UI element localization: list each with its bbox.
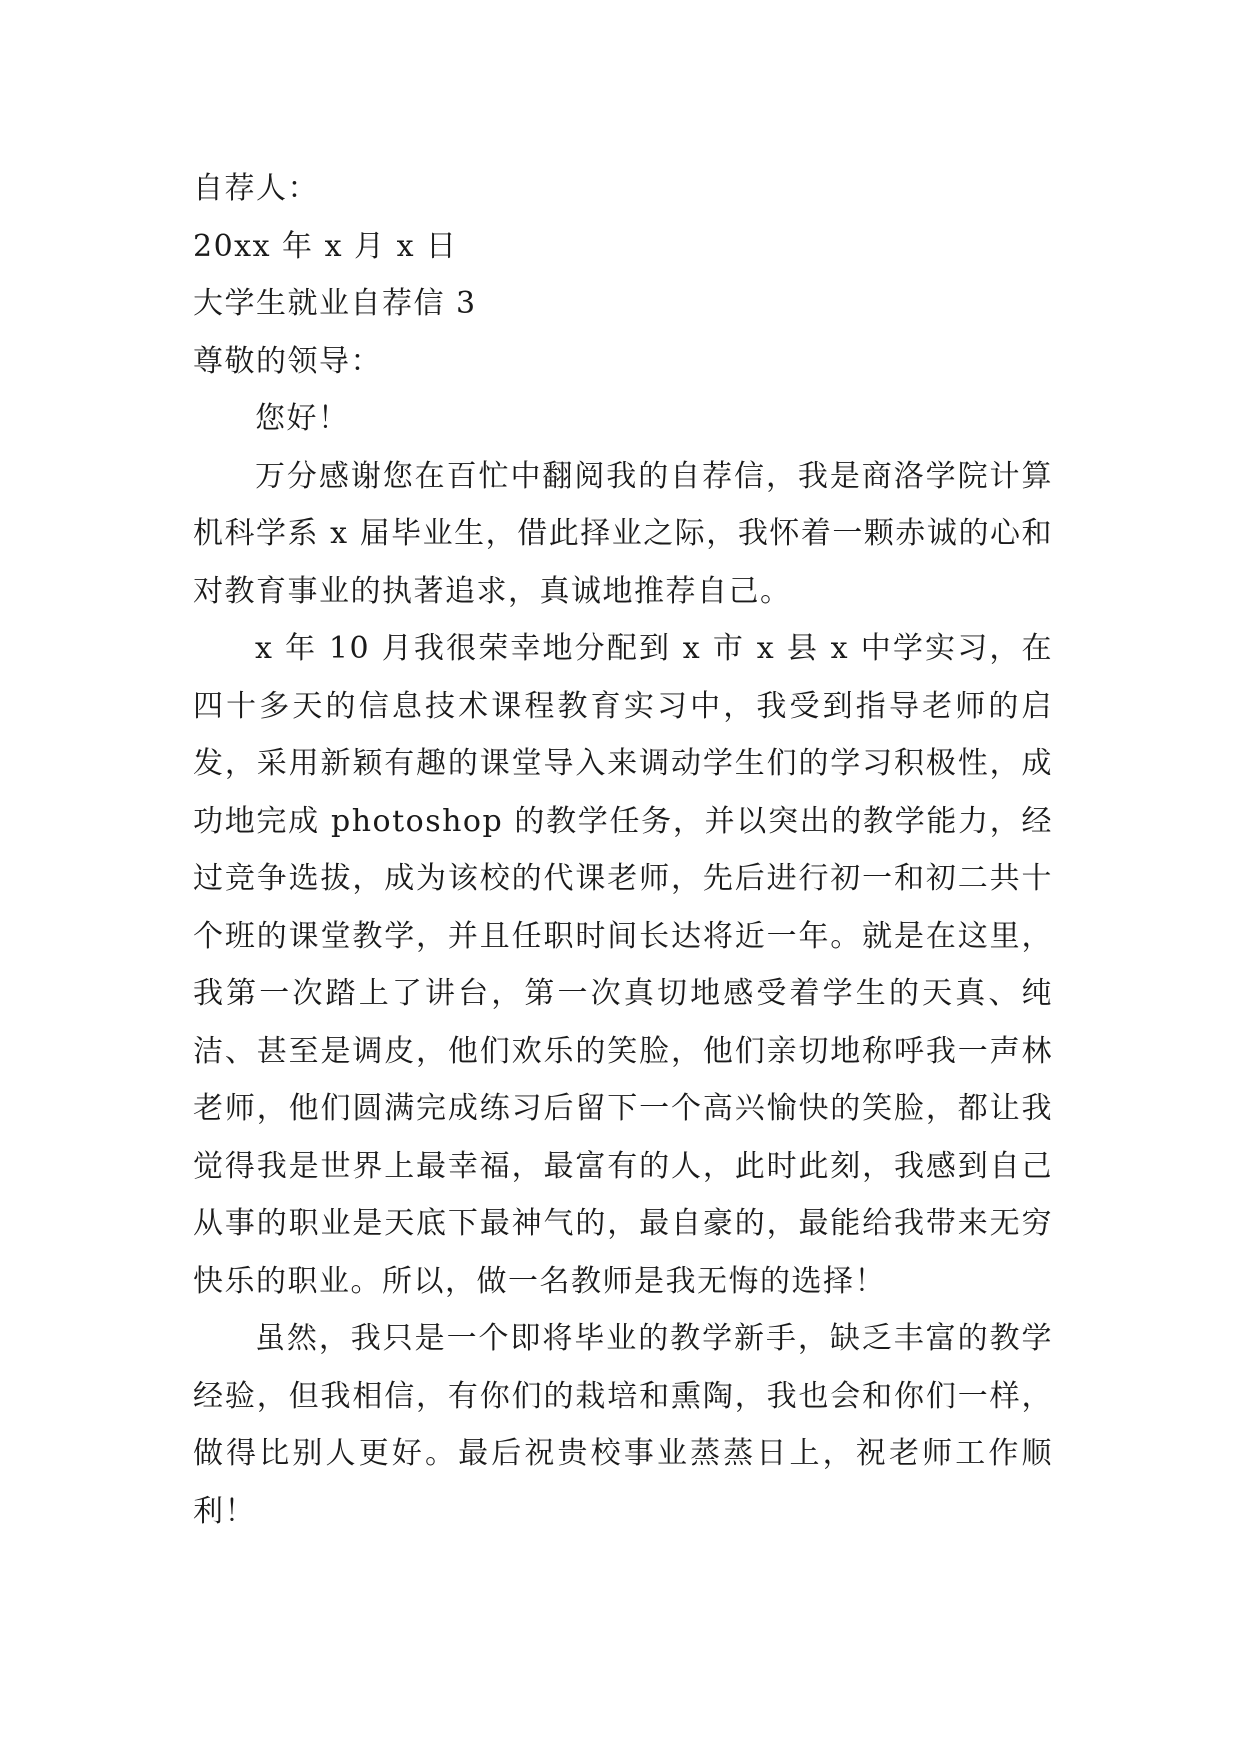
paragraph-intro: 万分感谢您在百忙中翻阅我的自荐信，我是商洛学院计算机科学系 x 届毕业生，借此择业之际，我怀着一颗赤诚的心和对教育事业的执著追求，真诚地推荐自己。 bbox=[193, 458, 1053, 609]
recommender-label: 自荐人： bbox=[193, 171, 319, 206]
paragraph-closing: 虽然，我只是一个即将毕业的教学新手，缺乏丰富的教学经验，但我相信，有你们的栽培和熏陶，我也会和你们一样，做得比别人更好。最后祝贵校事业蒸蒸日上，祝老师工作顺利！ bbox=[193, 1321, 1053, 1529]
letter-body bbox=[193, 160, 1053, 1540]
paragraph-internship: x 年 10 月我很荣幸地分配到 x 市 x 县 x 中学实习，在四十多天的信息技术课程教育实习中，我受到指导老师的启发，采用新颖有趣的课堂导入来调动学生们的学习积极性，成功地完成 photoshop 的教学任务，并以突出的教学能力，经过竞争选拔，成为该校的代课老师，先后进行初一和初二共十个班的课堂教学，并且任职时间长达将近一年。就是在这里，我第一次踏上了讲台，第一次真切地感受着学生的天真、纯洁、甚至是调皮，他们欢乐的笑脸，他们亲切地称呼我一声林老师，他们圆满完成练习后留下一个高兴愉快的笑脸，都让我觉得我是世界上最幸福，最富有的人，此时此刻，我感到自己从事的职业是天底下最神气的，最自豪的，最能给我带来无穷快乐的职业。所以，做一名教师是我无悔的选择！ bbox=[193, 631, 1053, 1299]
salutation: 尊敬的领导： bbox=[193, 343, 382, 379]
greeting: 您好！ bbox=[255, 401, 350, 436]
letter-title: 大学生就业自荐信 3 bbox=[193, 286, 477, 321]
date-line: 20xx 年 x 月 x 日 bbox=[193, 228, 458, 264]
